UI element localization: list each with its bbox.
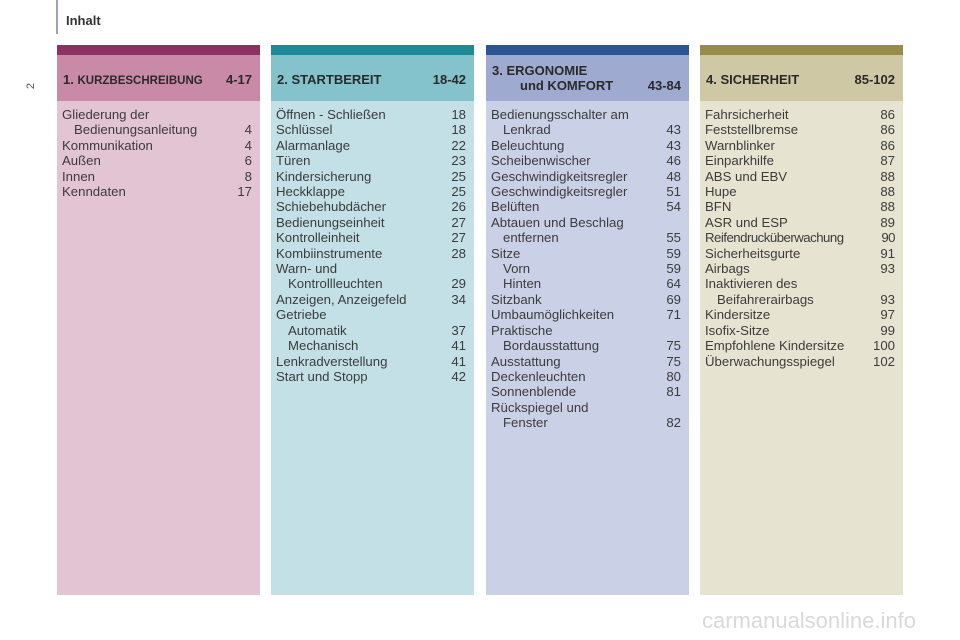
index-entry-page: 29: [451, 276, 466, 292]
index-entry-page: 80: [666, 368, 681, 384]
index-entry-page: [460, 307, 466, 322]
index-entry[interactable]: [491, 138, 681, 153]
index-entry-label: Bedienungsschalter am: [491, 107, 629, 122]
index-entry-label: Hinten: [503, 276, 542, 292]
index-entry-page: 88: [880, 199, 895, 215]
index-entry-page: [675, 323, 681, 338]
index-entry[interactable]: [276, 369, 466, 384]
index-entry[interactable]: [276, 338, 466, 353]
index-entry-page: 41: [451, 338, 466, 354]
section-color-bar: [57, 45, 260, 55]
index-entry[interactable]: [491, 246, 681, 261]
index-entry[interactable]: [276, 246, 466, 261]
index-entry[interactable]: [491, 384, 681, 399]
index-entry-page: 4: [244, 137, 252, 153]
index-entry-label: Kindersicherung: [276, 168, 372, 184]
index-entry-page: 28: [451, 245, 466, 261]
index-entry-label: Empfohlene Kindersitze: [705, 338, 845, 354]
index-entry[interactable]: [491, 307, 681, 322]
index-entry[interactable]: [705, 199, 895, 214]
section-color-bar: [486, 45, 689, 55]
index-entry[interactable]: [276, 354, 466, 369]
index-entry[interactable]: [276, 307, 466, 322]
index-entry-label: Kontrollleuchten: [288, 276, 383, 292]
index-entry[interactable]: [276, 292, 466, 307]
index-entry[interactable]: [491, 354, 681, 369]
index-entry[interactable]: [276, 122, 466, 137]
index-entry-label: Lenkrad: [503, 122, 551, 138]
index-entry-page: 99: [880, 322, 895, 338]
index-entry-label: Reifendrucküberwachung: [705, 230, 844, 246]
index-entry[interactable]: [276, 153, 466, 168]
index-entry-page: 18: [451, 107, 466, 122]
index-entry-label: entfernen: [503, 230, 559, 246]
index-entry-page: 88: [880, 184, 895, 200]
index-entry-label: Fenster: [503, 415, 548, 431]
index-entry[interactable]: [491, 184, 681, 199]
section-title: 2. STARTBEREIT: [277, 72, 382, 87]
index-entry-page: 42: [451, 368, 466, 384]
index-entry-page: 43: [666, 137, 681, 153]
index-entry-label: Kindersitze: [705, 307, 771, 323]
index-entry-label: Überwachungsspiegel: [705, 353, 835, 369]
index-entry-label: Schlüssel: [276, 122, 333, 138]
index-entry[interactable]: [705, 261, 895, 276]
index-entry[interactable]: [491, 107, 681, 122]
index-entry[interactable]: [491, 122, 681, 137]
index-entry-label: Inaktivieren des: [705, 276, 798, 292]
index-entry-page: 59: [666, 245, 681, 261]
index-entry-page: 27: [451, 230, 466, 246]
index-entry[interactable]: [705, 107, 895, 122]
index-entry-label: Schiebehubdächer: [276, 199, 386, 215]
index-entry[interactable]: [491, 261, 681, 276]
index-entry-page: 25: [451, 168, 466, 184]
section-title-line2: und KOMFORT: [520, 78, 614, 93]
index-entry-label: Start und Stopp: [276, 368, 368, 384]
index-entry-label: Außen: [62, 153, 101, 169]
index-entry-label: Kontrolleinheit: [276, 230, 360, 246]
index-entry-page: 4: [244, 122, 252, 138]
index-entry-label: Innen: [62, 168, 96, 184]
index-entry-page: 23: [451, 153, 466, 169]
index-entry-page: 54: [666, 199, 681, 215]
index-entry[interactable]: [705, 230, 895, 245]
section-title: 4. SICHERHEIT: [706, 72, 800, 87]
index-entry-label: Sicherheitsgurte: [705, 245, 801, 261]
index-entry-page: 69: [666, 291, 681, 307]
index-entry[interactable]: [705, 138, 895, 153]
watermark: carmanualsonline.info: [701, 608, 916, 633]
index-entry[interactable]: [491, 276, 681, 291]
index-entry-page: 25: [451, 184, 466, 200]
index-entry-label: ABS und EBV: [705, 168, 788, 184]
index-entry[interactable]: [276, 169, 466, 184]
index-entry-page: [675, 215, 681, 230]
section-header[interactable]: [486, 55, 689, 101]
page-title: Inhalt: [66, 13, 101, 28]
section-title: 1. KURZBESCHREIBUNG: [63, 72, 203, 87]
index-entry-label: Getriebe: [276, 307, 327, 323]
index-entry[interactable]: [705, 354, 895, 369]
index-entry[interactable]: [705, 307, 895, 322]
index-entry[interactable]: [491, 292, 681, 307]
index-entry-label: Abtauen und Beschlag: [491, 214, 624, 230]
index-entry[interactable]: [62, 107, 252, 122]
index-entry-page: 55: [666, 230, 681, 246]
index-entry-label: Sitze: [491, 245, 521, 261]
index-entry-label: Kombiinstrumente: [276, 245, 383, 261]
index-entry[interactable]: [705, 292, 895, 307]
index-entry[interactable]: [705, 338, 895, 353]
index-entry[interactable]: [276, 323, 466, 338]
index-entry-label: Sitzbank: [491, 291, 542, 307]
page-number: 2: [25, 82, 38, 90]
index-entry-label: Kommunikation: [62, 137, 153, 153]
index-entry-label: Fahrsicherheit: [705, 107, 789, 122]
index-entry-page: 100: [872, 338, 895, 354]
section-kurzbeschreibung: [57, 45, 260, 595]
index-entry[interactable]: [491, 215, 681, 230]
index-entry-label: Umbaumöglichkeiten: [491, 307, 615, 323]
index-entry-page: 81: [666, 384, 681, 400]
index-entry[interactable]: [62, 153, 252, 168]
index-entry[interactable]: [491, 338, 681, 353]
section-title-line1: 3. ERGONOMIE: [492, 63, 588, 78]
index-entry[interactable]: [62, 169, 252, 184]
index-entry-page: 37: [451, 322, 466, 338]
index-entry[interactable]: [276, 184, 466, 199]
index-entry-label: Deckenleuchten: [491, 368, 586, 384]
index-entry[interactable]: [276, 261, 466, 276]
index-entry-page: 75: [666, 338, 681, 354]
index-entry-page: 102: [872, 353, 895, 369]
index-entry-label: Belüften: [491, 199, 540, 215]
index-entry-label: Scheibenwischer: [491, 153, 591, 169]
index-entry-page: 91: [880, 245, 895, 261]
index-entry[interactable]: [491, 169, 681, 184]
index-entry-page: [675, 107, 681, 122]
index-entry-page: 71: [666, 307, 681, 323]
index-entry-label: Öffnen - Schließen: [276, 107, 386, 122]
index-entry-page: 75: [666, 353, 681, 369]
index-entry[interactable]: [491, 400, 681, 415]
index-entry-page: 18: [451, 122, 466, 138]
section-pages: 43-84: [647, 78, 681, 93]
index-entry[interactable]: [705, 153, 895, 168]
section-header[interactable]: [57, 55, 260, 101]
index-entry-label: Gliederung der: [62, 107, 150, 122]
index-entry-page: 59: [666, 261, 681, 277]
section-startbereit: [271, 45, 474, 595]
index-entry-label: Automatik: [288, 322, 347, 338]
index-entry[interactable]: [62, 138, 252, 153]
index-entry-page: 86: [880, 122, 895, 138]
index-entry-label: Praktische: [491, 322, 553, 338]
index-entry-page: 93: [880, 261, 895, 277]
section-pages: 4-17: [225, 72, 252, 87]
index-entry[interactable]: [705, 169, 895, 184]
index-entry-label: Mechanisch: [288, 338, 359, 354]
index-entry-label: Beleuchtung: [491, 137, 565, 153]
index-entry-label: Anzeigen, Anzeigefeld: [276, 291, 407, 307]
index-entry-page: [460, 261, 466, 276]
section-color-bar: [700, 45, 903, 55]
section-pages: 18-42: [432, 72, 466, 87]
index-entry-page: 88: [880, 168, 895, 184]
section-index-list: [700, 101, 903, 595]
index-entry[interactable]: [276, 230, 466, 245]
index-entry-label: Vorn: [503, 261, 531, 277]
section-color-bar: [271, 45, 474, 55]
index-entry-label: Rückspiegel und: [491, 399, 589, 415]
index-entry-page: 93: [880, 291, 895, 307]
index-entry-page: 89: [880, 214, 895, 230]
index-entry-page: 27: [451, 214, 466, 230]
index-entry-page: 51: [666, 184, 681, 200]
index-entry-label: Feststellbremse: [705, 122, 799, 138]
index-entry-label: Airbags: [705, 261, 750, 277]
index-entry-page: 41: [451, 353, 466, 369]
index-entry-label: Kenndaten: [62, 184, 126, 200]
index-entry-label: Lenkradverstellung: [276, 353, 388, 369]
index-entry-label: Warnblinker: [705, 137, 775, 153]
section-header[interactable]: [700, 55, 903, 101]
index-entry-label: Alarmanlage: [276, 137, 351, 153]
index-entry-label: Hupe: [705, 184, 737, 200]
index-entry-page: 48: [666, 168, 681, 184]
index-entry-page: 22: [451, 137, 466, 153]
index-entry[interactable]: [276, 276, 466, 291]
index-entry-page: [675, 400, 681, 415]
index-entry-label: Bedienungseinheit: [276, 214, 385, 230]
index-entry-label: Warn- und: [276, 261, 338, 277]
index-entry-label: Geschwindigkeitsregler: [491, 184, 628, 200]
index-entry[interactable]: [276, 138, 466, 153]
index-entry-label: BFN: [705, 199, 732, 215]
index-entry-page: 90: [881, 230, 895, 246]
index-entry[interactable]: [705, 276, 895, 291]
index-entry-page: 86: [880, 107, 895, 122]
index-entry-label: Sonnenblende: [491, 384, 577, 400]
header-accent-bar: [56, 0, 58, 34]
index-entry[interactable]: [491, 369, 681, 384]
index-entry-label: Beifahrerairbags: [717, 291, 814, 307]
section-ergonomie-komfort: [486, 45, 689, 595]
index-entry-page: 8: [244, 168, 252, 184]
section-header[interactable]: [271, 55, 474, 101]
index-entry[interactable]: [62, 184, 252, 199]
index-entry[interactable]: [276, 199, 466, 214]
index-entry-label: Ausstattung: [491, 353, 561, 369]
section-sicherheit: [700, 45, 903, 595]
index-entry-page: 17: [237, 184, 252, 200]
index-entry[interactable]: [491, 153, 681, 168]
index-entry[interactable]: [491, 415, 681, 430]
index-entry-page: [246, 107, 252, 122]
index-entry[interactable]: [491, 230, 681, 245]
index-entry[interactable]: [705, 215, 895, 230]
index-entry-label: Bordausstattung: [503, 338, 600, 354]
index-entry[interactable]: [276, 215, 466, 230]
index-entry[interactable]: [62, 122, 252, 137]
index-entry-page: 87: [880, 153, 895, 169]
index-entry[interactable]: [491, 199, 681, 214]
index-entry-page: 82: [666, 415, 681, 431]
index-entry[interactable]: [705, 122, 895, 137]
section-pages: 85-102: [854, 72, 895, 87]
index-entry[interactable]: [491, 323, 681, 338]
section-index-list: [57, 101, 260, 595]
index-entry-label: Heckklappe: [276, 184, 345, 200]
index-entry[interactable]: [705, 184, 895, 199]
index-entry-page: 6: [244, 153, 252, 169]
index-entry[interactable]: [276, 107, 466, 122]
index-entry-label: Geschwindigkeitsregler: [491, 168, 628, 184]
index-entry-page: 97: [880, 307, 895, 323]
index-entry-page: 26: [451, 199, 466, 215]
index-entry-page: 34: [451, 291, 466, 307]
section-index-list: [486, 101, 689, 595]
index-entry-label: ASR und ESP: [705, 214, 788, 230]
index-entry-label: Bedienungsanleitung: [74, 122, 198, 138]
index-entry-page: 86: [880, 137, 895, 153]
index-entry-page: 46: [666, 153, 681, 169]
index-entry[interactable]: [705, 246, 895, 261]
index-entry-page: 43: [666, 122, 681, 138]
index-entry-label: Isofix-Sitze: [705, 322, 770, 338]
index-entry[interactable]: [705, 323, 895, 338]
index-entry-label: Einparkhilfe: [705, 153, 774, 169]
section-index-list: [271, 101, 474, 595]
index-entry-label: Türen: [276, 153, 311, 169]
index-entry-page: [889, 276, 895, 291]
index-entry-page: 64: [666, 276, 681, 292]
